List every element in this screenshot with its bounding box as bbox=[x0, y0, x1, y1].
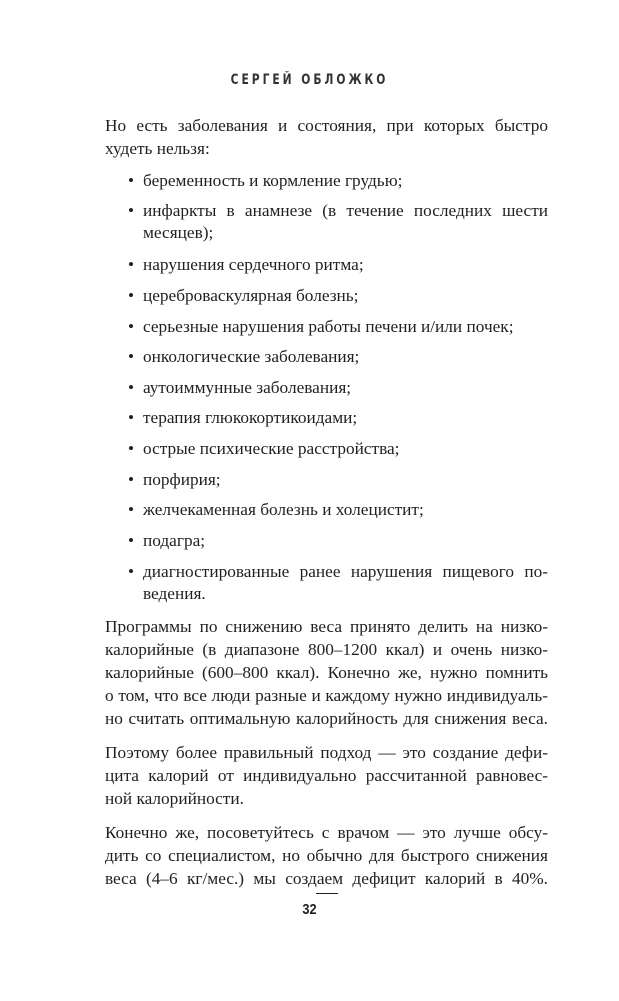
page-number: 32 bbox=[302, 901, 317, 918]
list-item-text bbox=[143, 170, 548, 192]
bullet-icon: • bbox=[128, 171, 135, 190]
text-line: желчекаменная болезнь и холецистит; bbox=[143, 500, 424, 519]
list-item-text bbox=[143, 561, 548, 605]
list-item-text bbox=[143, 377, 548, 399]
text-line: серьезные нарушения работы печени и/или почек; bbox=[143, 317, 514, 336]
text-line: онкологические заболевания; bbox=[143, 347, 360, 366]
list-item-text bbox=[143, 285, 548, 307]
list-item-text bbox=[143, 346, 548, 368]
bullet-icon: • bbox=[128, 286, 135, 305]
bullet-icon: • bbox=[128, 500, 135, 519]
bullet-icon: • bbox=[128, 347, 135, 366]
bullet-icon: • bbox=[128, 439, 135, 458]
page-number-rule bbox=[316, 893, 338, 894]
text-line: ведения. bbox=[143, 584, 206, 603]
text-line: Конечно же, посоветуйтесь с врачом — это лучше обсу- bbox=[105, 823, 548, 842]
text-line: о том, что все люди разные и каждому нужно индивидуаль- bbox=[105, 686, 548, 705]
text-line: цита калорий от индивидуально рассчитанной равновес- bbox=[105, 766, 548, 785]
list-item-text bbox=[143, 200, 548, 244]
text-line: аутоиммунные заболевания; bbox=[143, 378, 352, 397]
list-item-text bbox=[143, 407, 548, 429]
text-line: дить со специалистом, но обычно для быстрого снижения bbox=[105, 846, 548, 865]
bullet-icon: • bbox=[128, 255, 135, 274]
list-item-text bbox=[143, 316, 548, 338]
list-item-text bbox=[143, 438, 548, 460]
text-line: Но есть заболевания и состояния, при которых быстро bbox=[105, 116, 548, 135]
bullet-icon: • bbox=[128, 317, 135, 336]
bullet-icon: • bbox=[128, 470, 135, 489]
body-paragraph bbox=[105, 741, 548, 810]
text-line: Программы по снижению веса принято делить на низко- bbox=[105, 617, 548, 636]
text-line: цереброваскулярная болезнь; bbox=[143, 286, 359, 305]
text-line: беременность и кормление грудью; bbox=[143, 171, 403, 190]
bullet-icon: • bbox=[128, 378, 135, 397]
text-line: но считать оптимальную калорийность для снижения веса. bbox=[105, 709, 548, 728]
text-line: нарушения сердечного ритма; bbox=[143, 255, 364, 274]
text-line: ной калорийности. bbox=[105, 789, 244, 808]
body-paragraph bbox=[105, 615, 548, 730]
list-item-text bbox=[143, 254, 548, 276]
text-line: веса (4–6 кг/мес.) мы создаем дефицит калорий в 40%. bbox=[105, 869, 548, 888]
text-line: терапия глюкокортикоидами; bbox=[143, 408, 358, 427]
text-line: калорийные (в диапазоне 800–1200 ккал) и очень низко- bbox=[105, 640, 548, 659]
text-line: порфирия; bbox=[143, 470, 221, 489]
running-header: СЕРГЕЙ ОБЛОЖКО bbox=[230, 72, 389, 88]
list-item-text bbox=[143, 469, 548, 491]
body-paragraph bbox=[105, 821, 548, 890]
list-item-text bbox=[143, 499, 548, 521]
text-line: худеть нельзя: bbox=[105, 139, 210, 158]
bullet-icon: • bbox=[128, 408, 135, 427]
list-item-text bbox=[143, 530, 548, 552]
text-line: Поэтому более правильный подход — это создание дефи- bbox=[105, 743, 548, 762]
text-line: подагра; bbox=[143, 531, 206, 550]
text-line: острые психические расстройства; bbox=[143, 439, 400, 458]
bullet-icon: • bbox=[128, 201, 135, 220]
intro-paragraph bbox=[105, 114, 548, 160]
text-line: калорийные (600–800 ккал). Конечно же, нужно помнить bbox=[105, 663, 548, 682]
text-line: диагностированные ранее нарушения пищевого по- bbox=[143, 562, 548, 581]
bullet-icon: • bbox=[128, 562, 135, 581]
text-line: месяцев); bbox=[143, 223, 214, 242]
bullet-icon: • bbox=[128, 531, 135, 550]
text-line: инфаркты в анамнезе (в течение последних шести bbox=[143, 201, 548, 220]
